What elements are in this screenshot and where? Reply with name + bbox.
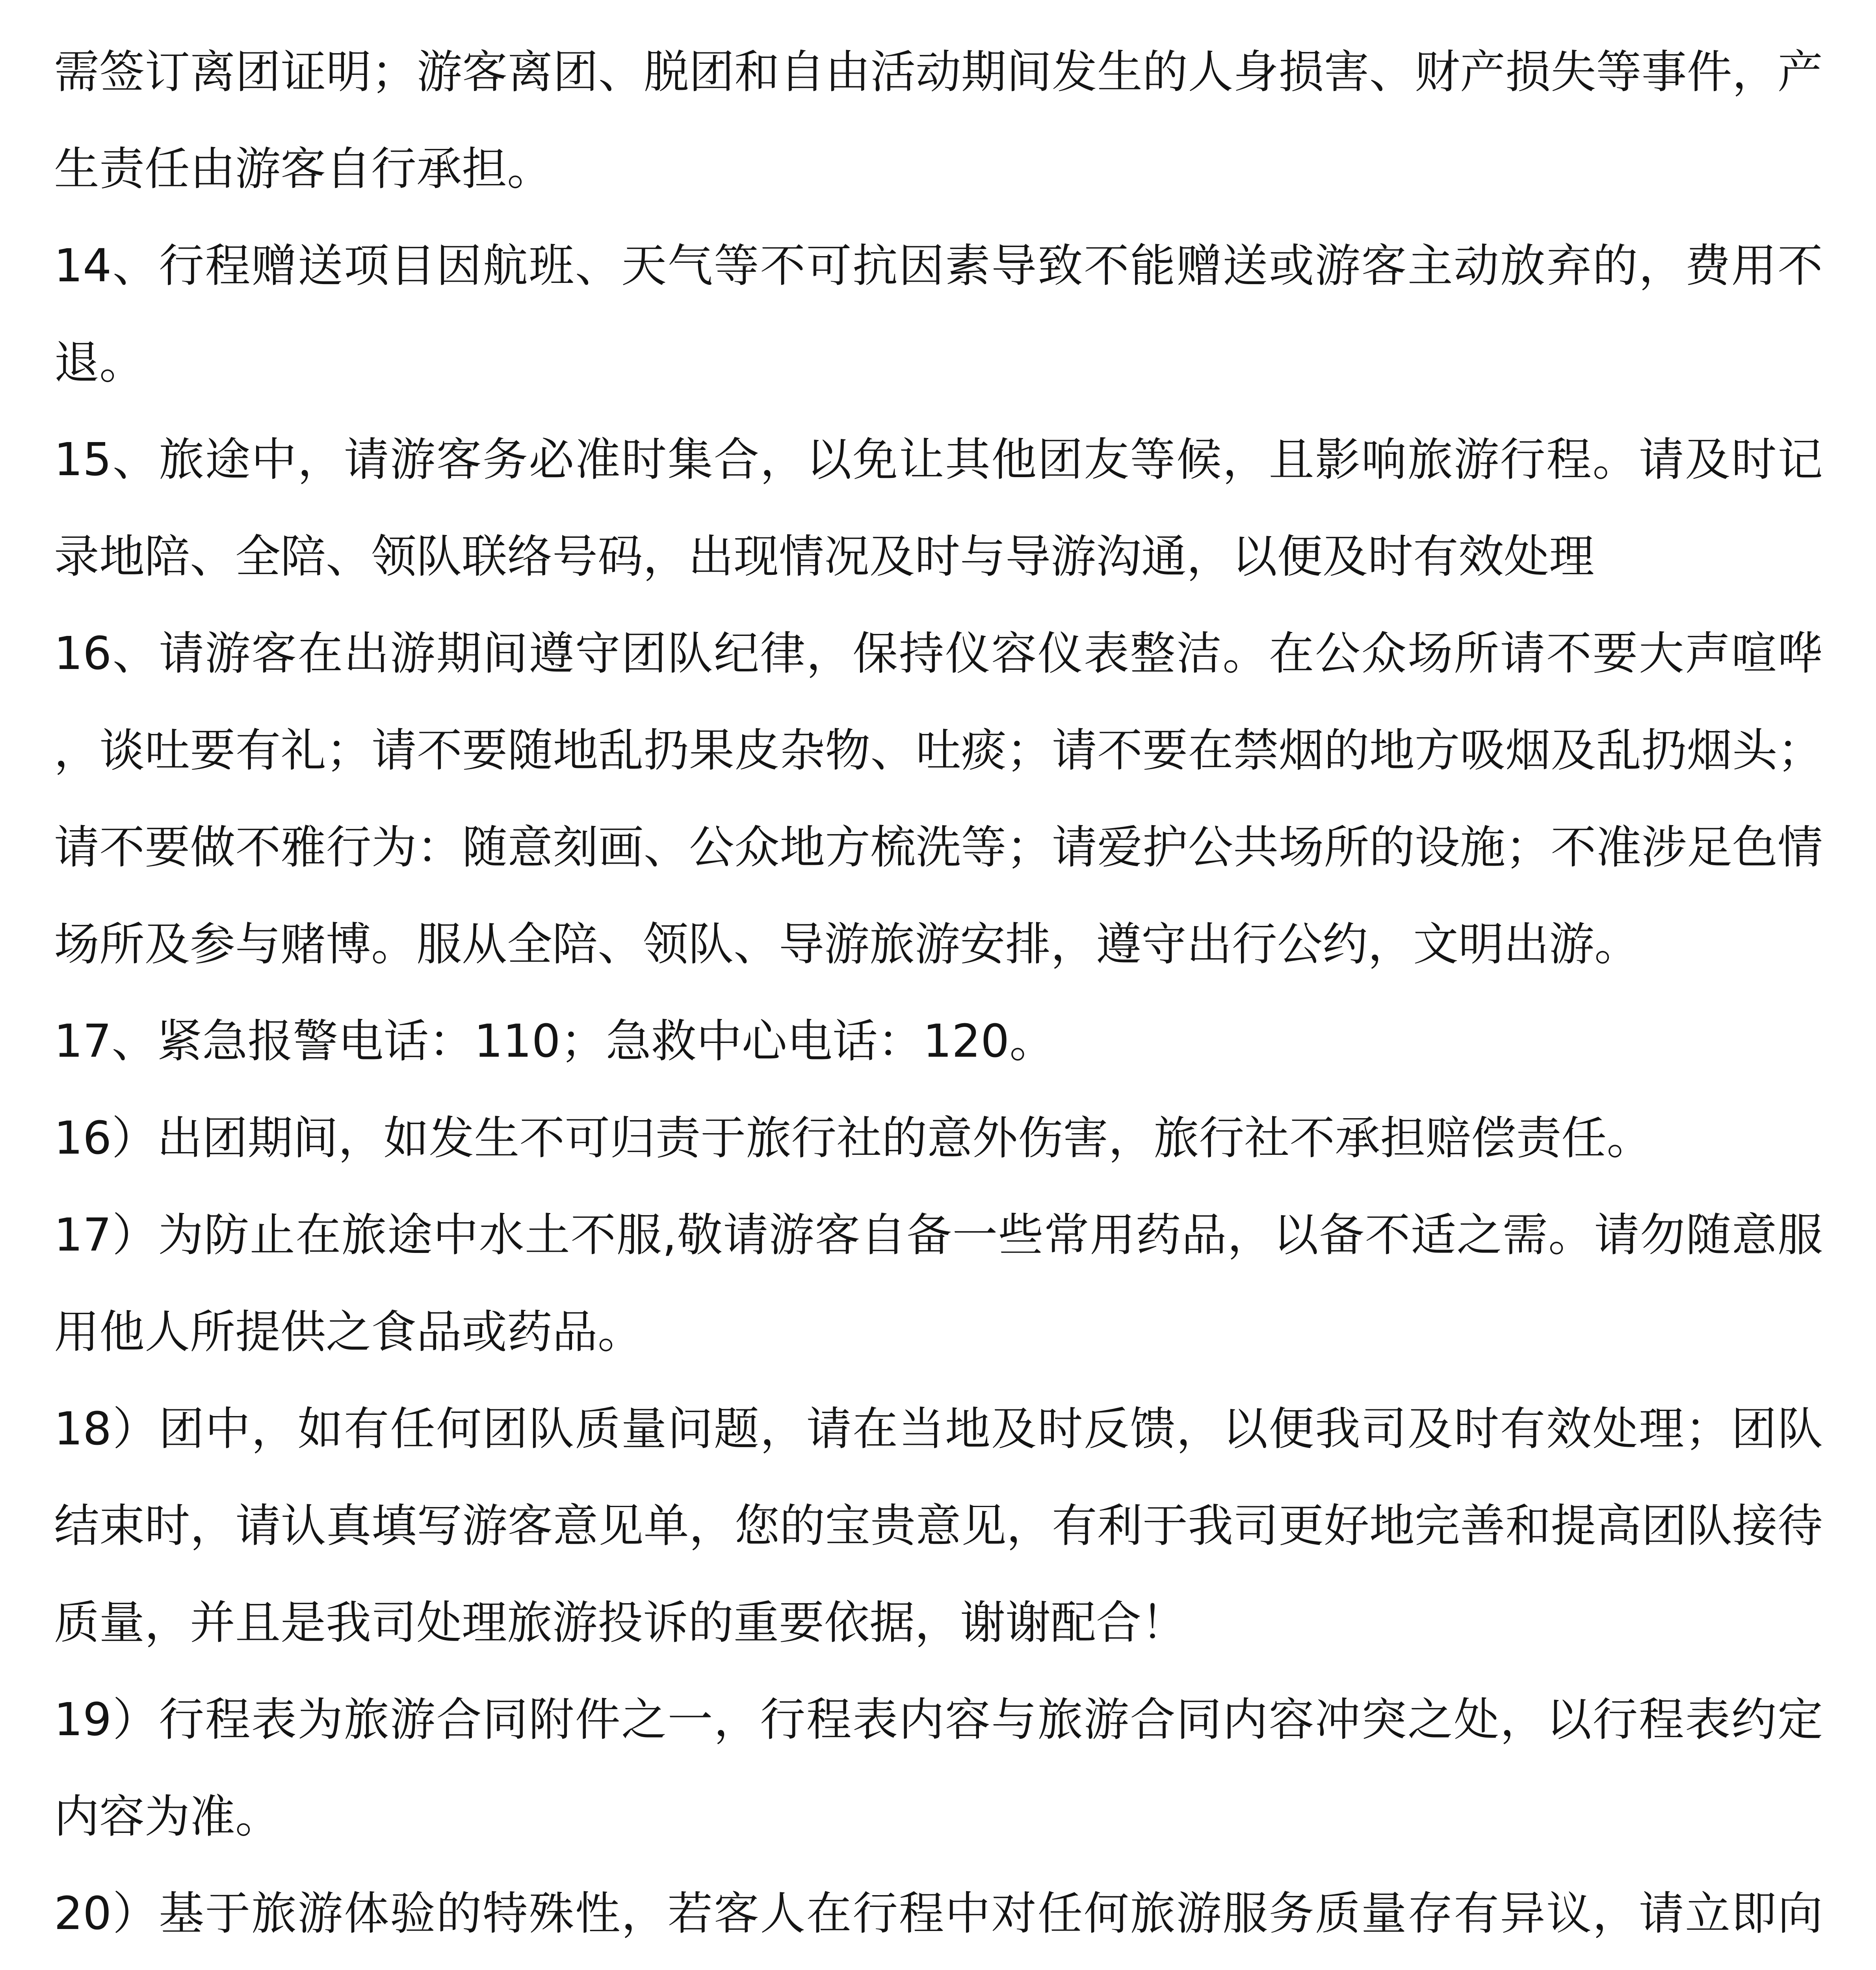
paragraph-item-17-emergency: 17、紧急报警电话：110；急救中心电话：120。 (54, 1015, 1055, 1068)
document-page (54, 24, 1823, 1970)
paragraph-item-14: 14、行程赠送项目因航班、天气等不可抗因素导致不能赠送或游客主动放弃的，费用不退。 (54, 240, 1823, 389)
paragraph-item-15: 15、旅途中，请游客务必准时集合，以免让其他团友等候，且影响旅游行程。请及时记录地陪、全陪、领队联络号码，出现情况及时与导游沟通，以便及时有效处理 (54, 433, 1823, 583)
paragraph-note-17: 17）为防止在旅途中水土不服,敬请游客自备一些常用药品，以备不适之需。请勿随意服用他人所提供之食品或药品。 (54, 1209, 1823, 1359)
paragraph-continuation: 需签订离团证明；游客离团、脱团和自由活动期间发生的人身损害、财产损失等事件，产生责任由游客自行承担。 (54, 46, 1823, 195)
paragraph-note-16: 16）出团期间，如发生不可归责于旅行社的意外伤害，旅行社不承担赔偿责任。 (54, 1112, 1652, 1165)
paragraph-note-20: 20）基于旅游体验的特殊性，若客人在行程中对任何旅游服务质量存有异议，请立即向 (54, 1887, 1823, 1940)
paragraph-item-16: 16、请游客在出游期间遵守团队纪律，保持仪容仪表整洁。在公众场所请不要大声喧哗，谈吐要有礼；请不要随地乱扔果皮杂物、吐痰；请不要在禁烟的地方吸烟及乱扔烟头；请不要做不雅行为：随意刻画、公众地方梳洗等；请爱护公共场所的设施；不准涉足色情场所及参与赌博。服从全陪、领队、导游旅游安排，遵守出行公约，文明出游。 (54, 627, 1823, 971)
paragraph-note-18: 18）团中，如有任何团队质量问题，请在当地及时反馈，以便我司及时有效处理；团队结束时，请认真填写游客意见单，您的宝贵意见，有利于我司更好地完善和提高团队接待质量，并且是我司处理旅游投诉的重要依据，谢谢配合！ (54, 1403, 1823, 1649)
paragraph-note-19: 19）行程表为旅游合同附件之一，行程表内容与旅游合同内容冲突之处，以行程表约定内容为准。 (54, 1693, 1823, 1843)
